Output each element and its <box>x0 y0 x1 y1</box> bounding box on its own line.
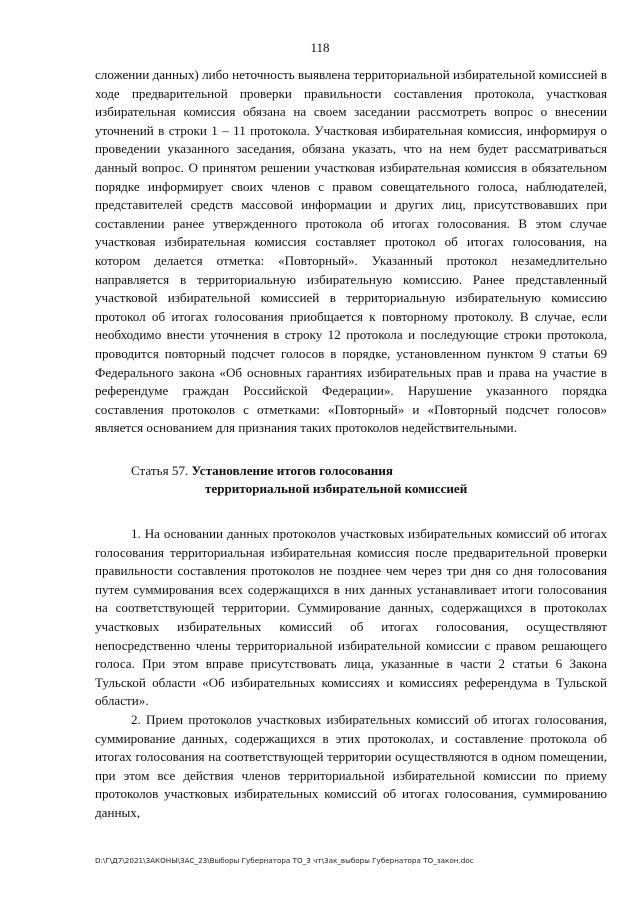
article-title-line2: территориальной избирательной комиссией <box>205 481 468 497</box>
document-body <box>95 66 607 823</box>
paragraph-2: 2. Прием протоколов участковых избирательных комиссий об итогах голосования, суммирование данных, содержащихся в этих протоколах, и составление протокола об итогах голосования на соответствующей территории осуществляются в одном помещении, при этом все действия членов территориальной избирательной комиссии по приему протоколов участковых избирательных комиссий об итогах голосования, суммированию данных, <box>95 712 607 820</box>
article-heading <box>95 462 607 499</box>
page-number: 118 <box>310 40 330 55</box>
article-heading-line1 <box>95 462 607 481</box>
article-title-line1: Установление итогов голосования <box>191 462 393 478</box>
paragraph-continued: сложении данных) либо неточность выявлена территориальной избирательной комиссией в ходе предварительной проверки правильности составления протокола, участковая избирательная комиссия обязана на своем заседании рассмотреть вопрос о внесении уточнений в строки 1 – 11 протокола. Участковая избирательная комиссия, информируя о проведении указанного заседания, обязана указать, что на нем будет рассматриваться данный вопрос. О принятом решении участковая избирательная комиссия в обязательном порядке информирует своих членов с правом совещательного голоса, наблюдателей, представителей средств массовой информации и других лиц, присутствовавших при составлении ранее утвержденного протокола об итогах голосования. В этом случае участковая избирательная комиссия составляет протокол об итогах голосования, на котором делается отметка: «Повторный». Указанный протокол незамедлительно направляется в территориальную избирательную комиссию. Ранее представленный участковой избирательной комиссией в территориальную избирательную комиссию протокол об итогах голосования приобщается к повторному протоколу. В случае, если необходимо внести уточнения в строку 12 протокола и последующие строки протокола, проводится повторный подсчет голосов в порядке, установленном пунктом 9 статьи 69 Федерального закона «Об основных гарантиях избирательных прав и права на участие в референдуме граждан Российской Федерации». Нарушение указанного порядка составления протоколов с отметками: «Повторный» и «Повторный подсчет голосов» является основанием для признания таких протоколов недействительными. <box>95 67 607 436</box>
footer-file-path: D:\Г\Д7\2021\ЗАКОНЫ\ЗАС_23\Выборы Губернатора ТО_3 чт\Зак_выборы Губернатора ТО_закон.doc <box>95 856 474 865</box>
article-number: Статья 57. <box>131 462 189 478</box>
paragraph-1: 1. На основании данных протоколов участковых избирательных комиссий об итогах голосования территориальная избирательная комиссия после предварительной проверки правильности составления протоколов не позднее чем через три дня со дня голосования путем суммирования всех содержащихся в них данных устанавливает итоги голосования на соответствующей территории. Суммирование данных, содержащихся в протоколах участковых избирательных комиссий об итогах голосования, осуществляют непосредственно члены территориальной избирательной комиссии с правом решающего голоса. При этом вправе присутствовать лица, указанные в части 2 статьи 6 Закона Тульской области «Об избирательных комиссиях и комиссиях референдума в Тульской области». <box>95 526 607 709</box>
